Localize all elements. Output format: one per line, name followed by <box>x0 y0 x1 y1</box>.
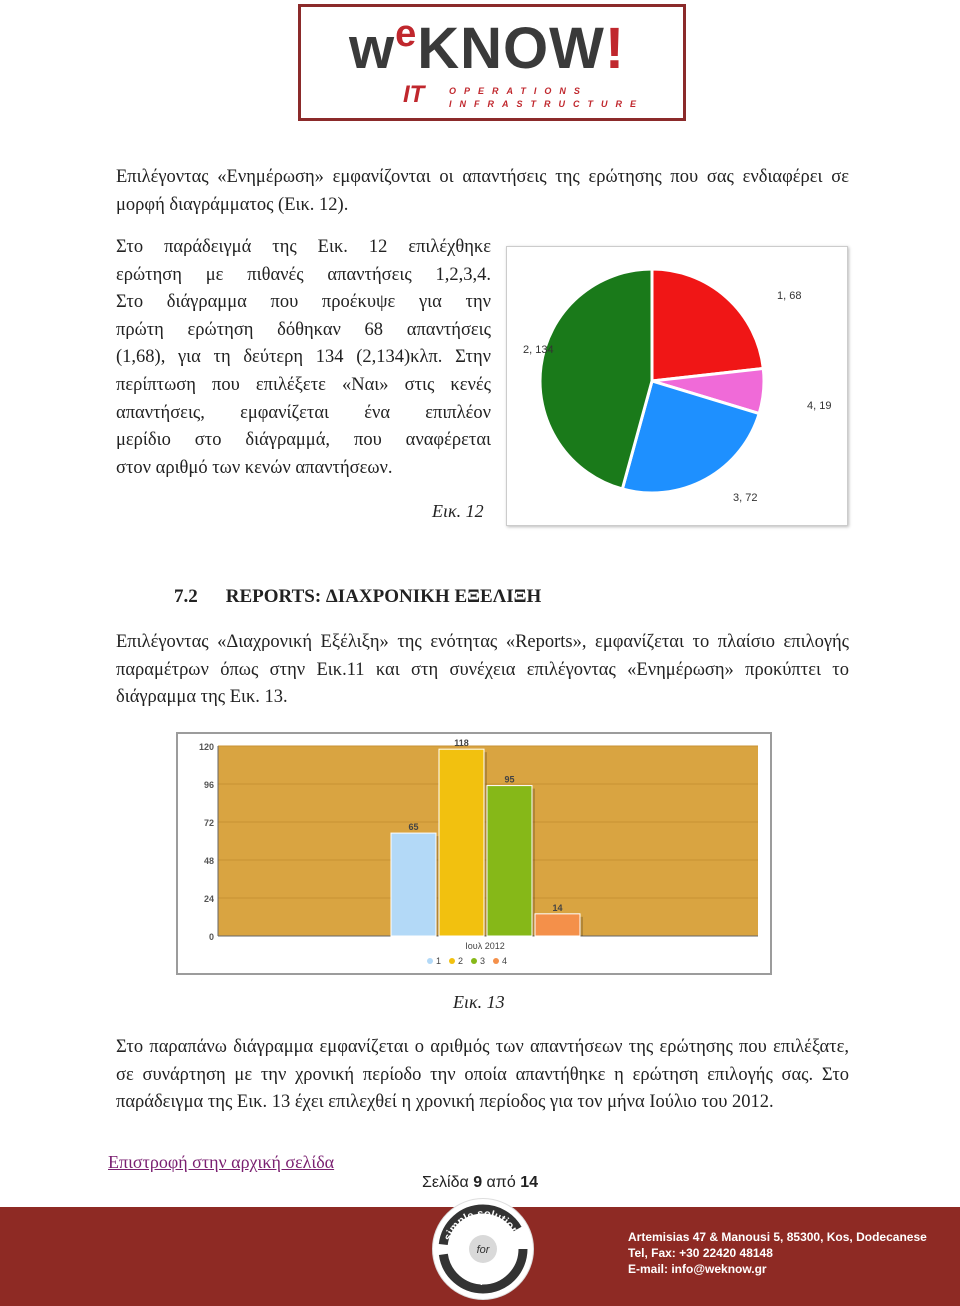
example-line: απαντήσεις, εμφανίζεται ένα επιπλέον <box>116 402 491 423</box>
legend-swatch-3 <box>471 958 477 964</box>
bar-chart <box>178 734 770 973</box>
seal-mid-text: for <box>476 1244 490 1256</box>
closing-paragraph: Στο παραπάνω διάγραμμα εμφανίζεται ο αριθμός των απαντήσεων της ερώτησης που επιλέξατε, σε συνάρτηση με την χρονική περίοδο την οποία απαντήθηκε η ερώτηση επιλογής σας. Στο παράδειγμα της Εικ. 13 έχει επιλεχθεί η χρονική περίοδος για τον μήνα Ιούλιο του 2012. <box>116 1037 849 1112</box>
pie-chart-figure <box>506 246 848 526</box>
pie-chart <box>507 247 847 525</box>
pie-label-4: 4, 19 <box>807 400 832 412</box>
page-number: Σελίδα 9 από 14 <box>422 1174 538 1191</box>
bar-value-label: 65 <box>408 822 419 833</box>
legend-swatch-1 <box>427 958 433 964</box>
footer-seal-logo <box>432 1198 534 1300</box>
legend-swatch-2 <box>449 958 455 964</box>
footer-phone: Tel, Fax: +30 22420 48148 <box>628 1246 773 1260</box>
x-axis-label: Ιουλ 2012 <box>465 941 505 951</box>
logo-it: IT <box>403 81 425 108</box>
pie-slice-1 <box>652 269 763 381</box>
bar-4 <box>535 914 580 936</box>
bar-chart-figure <box>176 732 772 975</box>
footer-email: E-mail: info@weknow.gr <box>628 1262 767 1276</box>
legend-swatch-4 <box>493 958 499 964</box>
legend-label-1: 1 <box>436 956 442 966</box>
example-line: ερώτηση με πιθανές απαντήσεις 1,2,3,4. <box>116 264 491 285</box>
example-line: μερίδιο στο διάγραμμά, που αναφέρεται <box>116 430 491 451</box>
pie-label-1: 1, 68 <box>777 290 802 302</box>
logo-tagline-2: INFRASTRUCTURE <box>449 99 644 109</box>
footer-contact <box>628 1229 927 1277</box>
section-number: 7.2 <box>174 586 198 607</box>
bar-3 <box>487 786 532 936</box>
intro-paragraph: Επιλέγοντας «Ενημέρωση» εμφανίζονται οι απαντήσεις της ερώτησης που σας ενδιαφέρει σε μορφή διαγράμματος (Εικ. 12). <box>116 167 849 215</box>
section-paragraph: Επιλέγοντας «Διαχρονική Εξέλιξη» της ενότητας «Reports», εμφανίζεται το πλαίσιο επιλογής παραμέτρων όπως στην Εικ.11 και στη συνέχεια επιλέγοντας «Ενημέρωση» προκύπτει το διάγραμμα της Εικ. 13. <box>116 632 849 707</box>
bar-value-label: 95 <box>504 774 515 785</box>
example-line: Στο διάγραμμα που προέκυψε για την <box>116 292 491 313</box>
logo-wordmark: $w^eKNOW$! <box>349 13 626 81</box>
y-tick-label: 96 <box>203 780 214 790</box>
legend-label-4: 4 <box>502 956 508 966</box>
figure-13-caption: Εικ. 13 <box>453 992 505 1012</box>
section-heading <box>174 586 541 608</box>
legend-label-3: 3 <box>480 956 486 966</box>
example-line: πρώτη ερώτηση δόθηκαν 68 απαντήσεις <box>116 319 491 340</box>
bar-value-label: 118 <box>454 738 469 749</box>
bar-value-label: 14 <box>552 902 563 913</box>
bar-1 <box>391 833 436 936</box>
back-to-home-link[interactable]: Επιστροφή στην αρχική σελίδα <box>108 1152 335 1172</box>
pie-label-2: 2, 134 <box>523 344 554 356</box>
section-title: REPORTS: ΔΙΑΧΡΟΝΙΚΗ ΕΞΕΛΙΞΗ <box>225 586 542 607</box>
seal-top-text: simple solutions <box>441 1207 525 1243</box>
figure-12-caption: Εικ. 12 <box>432 501 484 521</box>
example-line: (1,68), για τη δεύτερη 134 (2,134)κλπ. Στην <box>116 347 491 368</box>
pie-label-3: 3, 72 <box>733 492 758 504</box>
company-logo <box>298 4 686 121</box>
y-tick-label: 48 <box>203 856 214 866</box>
y-tick-label: 120 <box>198 742 214 752</box>
legend-label-2: 2 <box>458 956 464 966</box>
bar-2 <box>439 749 484 936</box>
seal-graphic <box>433 1199 533 1299</box>
logo-tagline-1: OPERATIONS <box>449 86 588 96</box>
y-tick-label: 72 <box>203 818 214 828</box>
seal-bottom-text: difficult problems <box>447 1257 519 1286</box>
y-tick-label: 24 <box>203 894 214 904</box>
example-line: περίπτωση που επιλέξετε «Ναι» στις κενές <box>116 375 491 395</box>
y-tick-label: 0 <box>208 932 214 942</box>
example-line: στον αριθμό των κενών απαντήσεων. <box>116 457 393 478</box>
footer-bar <box>0 1207 960 1306</box>
example-line: Στο παράδειγμά της Εικ. 12 επιλέχθηκε <box>116 237 491 257</box>
footer-address: Artemisias 47 & Manousi 5, 85300, Kos, Dodecanese <box>628 1230 927 1244</box>
